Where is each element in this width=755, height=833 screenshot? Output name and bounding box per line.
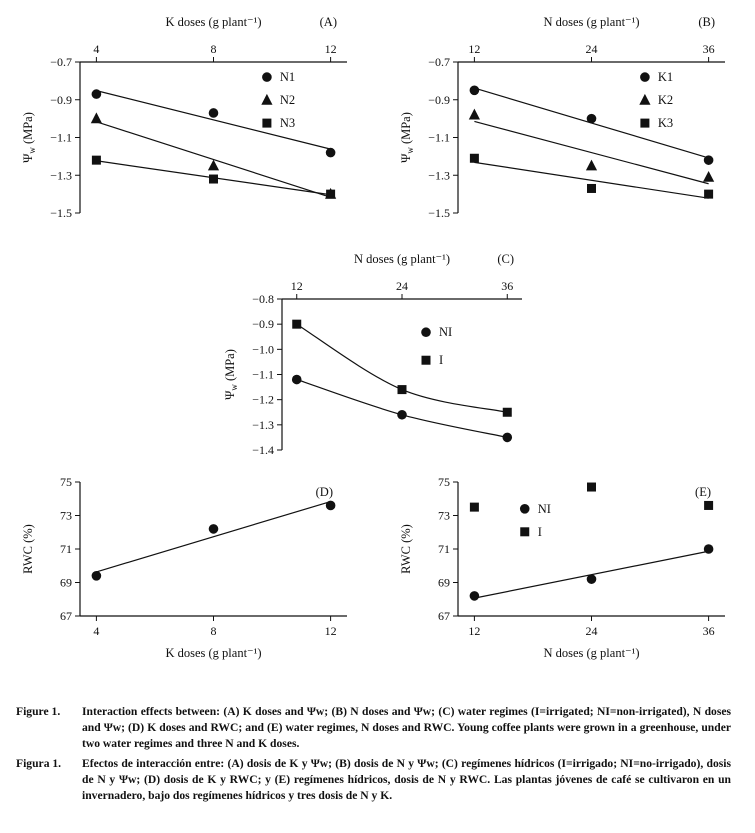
data-point-triangle [261,94,272,105]
trend-line [96,91,330,150]
legend-label: NI [438,325,452,340]
y-tick-label: 73 [438,508,450,523]
legend-label: K3 [657,116,674,131]
y-tick-label: −0.7 [428,55,450,69]
trend-curve [296,324,507,412]
data-point-circle [587,574,597,584]
x-tick-label: 12 [290,279,303,293]
caption-english-label: Figure 1. [16,705,61,718]
data-point-circle [262,72,272,82]
panel-label: (B) [698,15,715,29]
trend-line [474,121,708,183]
y-tick-label: −1.3 [50,168,72,183]
x-tick-label: 36 [500,279,513,293]
caption-english [16,704,731,753]
data-point-circle [209,108,219,118]
y-tick-label: 71 [438,542,450,556]
y-tick-label: −0.9 [251,317,274,332]
data-point-triangle [91,112,102,123]
x-tick-label: 12 [468,624,481,638]
x-axis-title: K doses (g plant⁻¹) [165,646,262,660]
legend-label: I [537,524,542,539]
y-tick-label: −0.9 [50,92,72,107]
data-point-circle [470,86,480,96]
y-tick-label: −1.1 [428,130,450,145]
legend-label: NI [537,501,551,516]
data-point-circle [640,72,650,82]
y-tick-label: −0.7 [50,55,72,69]
panel-label: (E) [695,485,711,499]
data-point-square [292,320,301,329]
data-point-square [92,156,101,165]
data-point-square [704,190,713,199]
x-tick-label: 24 [585,42,598,56]
chart-panel-a [16,8,361,223]
x-axis-title: N doses (g plant⁻¹) [543,646,640,660]
y-tick-label: 75 [438,475,450,489]
y-tick-label: −1.3 [251,417,274,432]
chart-E-svg [394,472,739,662]
chart-row-middle [0,245,755,460]
trend-line [96,122,330,197]
data-point-square [470,503,479,512]
chart-C-svg [218,245,538,460]
data-point-circle [520,504,530,514]
data-point-circle [587,114,597,124]
chart-D-svg [16,472,361,662]
x-tick-label: 12 [324,624,337,638]
y-tick-label: −0.9 [428,92,450,107]
y-tick-label: 67 [60,609,72,623]
y-axis-title: RWC (%) [21,524,35,574]
y-tick-label: −1.5 [428,206,450,220]
data-point-square [502,408,511,417]
y-tick-label: 75 [60,475,72,489]
data-point-circle [502,433,512,443]
x-axis-title: N doses (g plant⁻¹) [543,15,640,29]
data-point-triangle [586,160,597,171]
data-point-square [397,385,406,394]
chart-panel-e [394,472,739,662]
data-point-circle [92,89,102,99]
data-point-square [262,119,271,128]
data-point-circle [704,155,714,165]
legend-label: N3 [279,116,296,131]
y-tick-label: −1.4 [251,443,274,457]
y-axis-title: $\Psi_w$ (MPa) [21,112,37,163]
x-tick-label: 8 [210,42,217,56]
y-tick-label: −1.1 [251,367,274,382]
data-point-circle [326,148,336,158]
caption-spanish-text: Efectos de interacción entre: (A) dosis de K y Ψw; (B) dosis de N y Ψw; (C) regímenes hídricos (I=irrigado; NI=no-irrigado), dosis de N y Ψw; (D) dosis de K y RWC; y (E) regímenes hídricos, dosis de N y RWC. Las plantas jóvenes de café se cultivaron en un invernadero, bajo dos regímenes hídricos y tres dosis de N y K. [82,756,731,803]
y-tick-label: 69 [60,575,72,590]
data-point-triangle [703,171,714,182]
trend-line [96,502,330,572]
y-tick-label: 69 [438,575,450,590]
y-tick-label: −1.1 [50,130,72,145]
figure-captions [16,704,731,804]
x-tick-label: 24 [395,279,408,293]
data-point-circle [470,591,480,601]
caption-spanish [16,756,731,805]
y-tick-label: −1.3 [428,168,450,183]
data-point-triangle [469,109,480,120]
data-point-circle [704,544,714,554]
x-tick-label: 8 [210,624,217,638]
x-tick-label: 24 [585,624,598,638]
data-point-square [587,483,596,492]
chart-B-svg [394,8,739,223]
chart-panel-d [16,472,361,662]
legend-label: K2 [657,93,674,108]
data-point-circle [397,410,407,420]
data-point-square [470,154,479,163]
chart-panel-b [394,8,739,223]
panel-label: (D) [315,485,333,499]
data-point-square [640,119,649,128]
legend-label: I [438,353,443,368]
data-point-triangle [639,94,650,105]
panel-label: (C) [496,252,514,266]
y-axis-title: $\Psi_w$ (MPa) [222,349,239,400]
data-point-square [326,190,335,199]
x-axis-title: N doses (g plant⁻¹) [353,252,450,266]
x-tick-label: 12 [324,42,337,56]
data-point-circle [291,375,301,385]
y-tick-label: 73 [60,508,72,523]
panel-label: (A) [319,15,337,29]
y-axis-title: $\Psi_w$ (MPa) [399,112,415,163]
legend-label: K1 [657,70,674,85]
chart-A-svg [16,8,361,223]
x-tick-label: 4 [93,624,100,638]
data-point-circle [421,327,431,337]
data-point-square [587,184,596,193]
x-tick-label: 4 [93,42,100,56]
caption-spanish-label: Figura 1. [16,756,62,770]
y-tick-label: −1.5 [50,206,72,220]
data-point-square [209,175,218,184]
x-tick-label: 12 [468,42,481,56]
y-axis-title: RWC (%) [399,524,413,574]
caption-english-text: Interaction effects between: (A) K doses and Ψw; (B) N doses and Ψw; (C) water regimes (I=irrigated; NI=non-irrigated), N doses and Ψw; (D) K doses and RWC; and (E) water regimes, N doses and RWC. Young coffee plants were grown in a greenhouse, under two water regimes and three N and K doses. [82,705,731,751]
x-axis-title: K doses (g plant⁻¹) [165,15,262,29]
data-point-circle [209,524,219,534]
chart-row-top [0,8,755,223]
y-tick-label: 71 [60,542,72,556]
y-tick-label: 67 [438,609,450,623]
y-tick-label: −1.2 [251,392,274,407]
data-point-circle [92,571,102,581]
legend-label: N2 [279,93,296,108]
legend-label: N1 [279,70,296,85]
data-point-square [421,356,430,365]
y-tick-label: −1.0 [251,342,274,357]
data-point-square [704,501,713,510]
chart-row-bottom [0,472,755,662]
data-point-square [520,527,529,536]
y-tick-label: −0.8 [251,292,274,306]
x-tick-label: 36 [702,624,715,638]
data-point-circle [326,501,336,511]
x-tick-label: 36 [702,42,715,56]
chart-panel-c [218,245,538,460]
